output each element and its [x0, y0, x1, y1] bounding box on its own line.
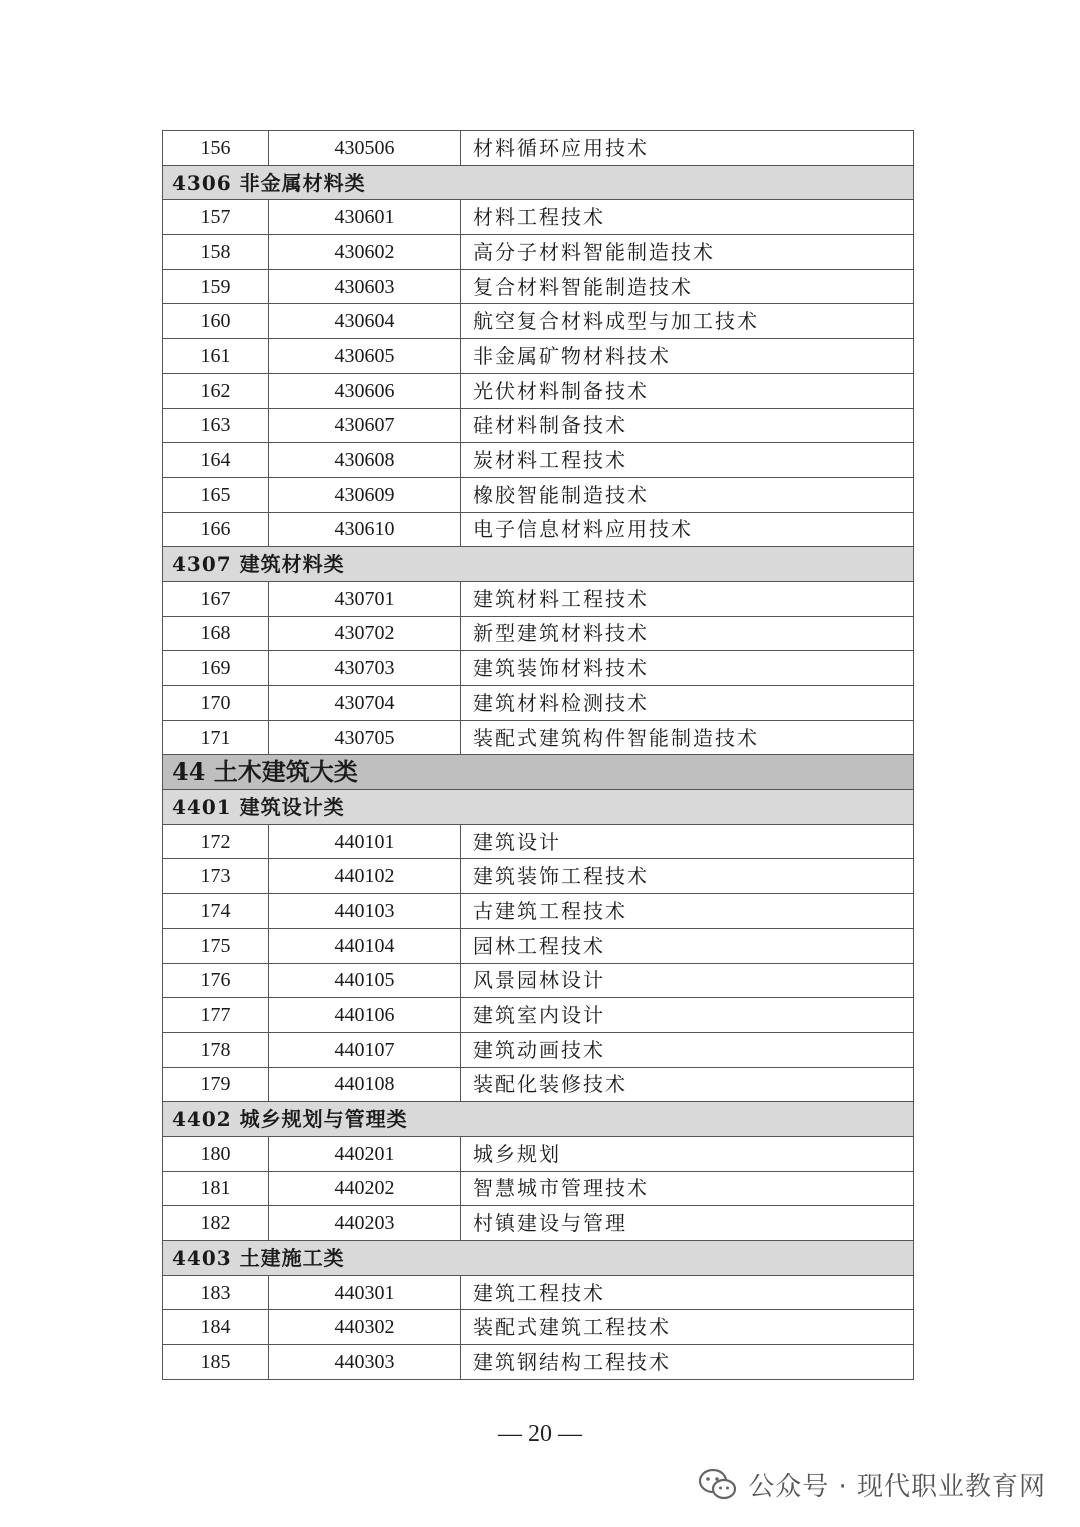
code-cell: 430610 — [269, 512, 461, 547]
seq-cell: 170 — [163, 686, 269, 721]
code-cell: 440203 — [269, 1206, 461, 1241]
major-category-label: 44 土木建筑大类 — [163, 755, 914, 790]
code-cell: 430604 — [269, 304, 461, 339]
seq-cell: 182 — [163, 1206, 269, 1241]
name-cell: 材料工程技术 — [461, 200, 914, 235]
name-cell: 建筑材料工程技术 — [461, 581, 914, 616]
table-row — [163, 720, 914, 755]
name-cell: 建筑动画技术 — [461, 1032, 914, 1067]
code-cell: 430601 — [269, 200, 461, 235]
name-cell: 航空复合材料成型与加工技术 — [461, 304, 914, 339]
seq-cell: 172 — [163, 824, 269, 859]
code-cell: 440102 — [269, 859, 461, 894]
seq-cell: 165 — [163, 477, 269, 512]
table-row — [163, 651, 914, 686]
table-row — [163, 200, 914, 235]
name-cell: 古建筑工程技术 — [461, 894, 914, 929]
seq-cell: 162 — [163, 373, 269, 408]
category-row — [163, 790, 914, 825]
table-row — [163, 477, 914, 512]
watermark — [698, 1466, 1046, 1503]
table-row — [163, 824, 914, 859]
code-cell: 430605 — [269, 339, 461, 374]
code-cell: 440105 — [269, 963, 461, 998]
page-number: — 20 — — [498, 1421, 582, 1447]
category-label: 4307 建筑材料类 — [163, 547, 914, 582]
table-row — [163, 998, 914, 1033]
seq-cell: 158 — [163, 235, 269, 270]
seq-cell: 175 — [163, 928, 269, 963]
table-body — [163, 131, 914, 1380]
code-cell: 430609 — [269, 477, 461, 512]
name-cell: 炭材料工程技术 — [461, 443, 914, 478]
code-cell: 440101 — [269, 824, 461, 859]
table-row — [163, 928, 914, 963]
seq-cell: 173 — [163, 859, 269, 894]
code-cell: 430603 — [269, 269, 461, 304]
name-cell: 装配式建筑构件智能制造技术 — [461, 720, 914, 755]
table-row — [163, 859, 914, 894]
table-row — [163, 373, 914, 408]
code-cell: 430703 — [269, 651, 461, 686]
category-label: 4402 城乡规划与管理类 — [163, 1102, 914, 1137]
name-cell: 建筑装饰材料技术 — [461, 651, 914, 686]
name-cell: 复合材料智能制造技术 — [461, 269, 914, 304]
seq-cell: 177 — [163, 998, 269, 1033]
table-row — [163, 963, 914, 998]
table-row — [163, 894, 914, 929]
code-cell: 440202 — [269, 1171, 461, 1206]
program-catalog-table — [162, 130, 914, 1380]
name-cell: 橡胶智能制造技术 — [461, 477, 914, 512]
seq-cell: 171 — [163, 720, 269, 755]
code-cell: 440201 — [269, 1136, 461, 1171]
table-row — [163, 1032, 914, 1067]
code-cell: 430602 — [269, 235, 461, 270]
table-row — [163, 408, 914, 443]
wechat-icon — [698, 1468, 738, 1502]
seq-cell: 179 — [163, 1067, 269, 1102]
name-cell: 智慧城市管理技术 — [461, 1171, 914, 1206]
code-cell: 440301 — [269, 1275, 461, 1310]
code-cell: 440103 — [269, 894, 461, 929]
seq-cell: 176 — [163, 963, 269, 998]
name-cell: 建筑装饰工程技术 — [461, 859, 914, 894]
table-row — [163, 1171, 914, 1206]
table-row — [163, 1206, 914, 1241]
watermark-text: 公众号 · 现代职业教育网 — [748, 1472, 1046, 1502]
seq-cell: 180 — [163, 1136, 269, 1171]
name-cell: 材料循环应用技术 — [461, 131, 914, 166]
table-row — [163, 1345, 914, 1380]
seq-cell: 168 — [163, 616, 269, 651]
category-row — [163, 165, 914, 200]
name-cell: 光伏材料制备技术 — [461, 373, 914, 408]
seq-cell: 184 — [163, 1310, 269, 1345]
table-row — [163, 1067, 914, 1102]
seq-cell: 166 — [163, 512, 269, 547]
name-cell: 村镇建设与管理 — [461, 1206, 914, 1241]
name-cell: 城乡规划 — [461, 1136, 914, 1171]
code-cell: 430607 — [269, 408, 461, 443]
name-cell: 风景园林设计 — [461, 963, 914, 998]
name-cell: 建筑设计 — [461, 824, 914, 859]
code-cell: 430606 — [269, 373, 461, 408]
table-row — [163, 339, 914, 374]
seq-cell: 185 — [163, 1345, 269, 1380]
name-cell: 硅材料制备技术 — [461, 408, 914, 443]
table-row — [163, 131, 914, 166]
name-cell: 非金属矿物材料技术 — [461, 339, 914, 374]
name-cell: 建筑室内设计 — [461, 998, 914, 1033]
code-cell: 430705 — [269, 720, 461, 755]
code-cell: 440303 — [269, 1345, 461, 1380]
table-row — [163, 235, 914, 270]
category-label: 4306 非金属材料类 — [163, 165, 914, 200]
code-cell: 430701 — [269, 581, 461, 616]
table-row — [163, 1275, 914, 1310]
table-row — [163, 1310, 914, 1345]
code-cell: 440108 — [269, 1067, 461, 1102]
major-category-row — [163, 755, 914, 790]
table-row — [163, 686, 914, 721]
table-row — [163, 616, 914, 651]
category-label: 4401 建筑设计类 — [163, 790, 914, 825]
name-cell: 建筑材料检测技术 — [461, 686, 914, 721]
seq-cell: 174 — [163, 894, 269, 929]
name-cell: 新型建筑材料技术 — [461, 616, 914, 651]
name-cell: 建筑钢结构工程技术 — [461, 1345, 914, 1380]
seq-cell: 156 — [163, 131, 269, 166]
name-cell: 建筑工程技术 — [461, 1275, 914, 1310]
table-row — [163, 1136, 914, 1171]
table-row — [163, 304, 914, 339]
table-row — [163, 512, 914, 547]
category-row — [163, 1102, 914, 1137]
name-cell: 高分子材料智能制造技术 — [461, 235, 914, 270]
code-cell: 440104 — [269, 928, 461, 963]
seq-cell: 163 — [163, 408, 269, 443]
code-cell: 430704 — [269, 686, 461, 721]
category-row — [163, 547, 914, 582]
seq-cell: 159 — [163, 269, 269, 304]
code-cell: 440106 — [269, 998, 461, 1033]
seq-cell: 169 — [163, 651, 269, 686]
code-cell: 430506 — [269, 131, 461, 166]
name-cell: 园林工程技术 — [461, 928, 914, 963]
seq-cell: 181 — [163, 1171, 269, 1206]
code-cell: 430608 — [269, 443, 461, 478]
name-cell: 电子信息材料应用技术 — [461, 512, 914, 547]
table-row — [163, 581, 914, 616]
name-cell: 装配化装修技术 — [461, 1067, 914, 1102]
code-cell: 440107 — [269, 1032, 461, 1067]
category-row — [163, 1241, 914, 1276]
table-row — [163, 269, 914, 304]
table-row — [163, 443, 914, 478]
name-cell: 装配式建筑工程技术 — [461, 1310, 914, 1345]
seq-cell: 178 — [163, 1032, 269, 1067]
seq-cell: 183 — [163, 1275, 269, 1310]
seq-cell: 161 — [163, 339, 269, 374]
seq-cell: 160 — [163, 304, 269, 339]
seq-cell: 167 — [163, 581, 269, 616]
code-cell: 440302 — [269, 1310, 461, 1345]
code-cell: 430702 — [269, 616, 461, 651]
category-label: 4403 土建施工类 — [163, 1241, 914, 1276]
seq-cell: 164 — [163, 443, 269, 478]
seq-cell: 157 — [163, 200, 269, 235]
